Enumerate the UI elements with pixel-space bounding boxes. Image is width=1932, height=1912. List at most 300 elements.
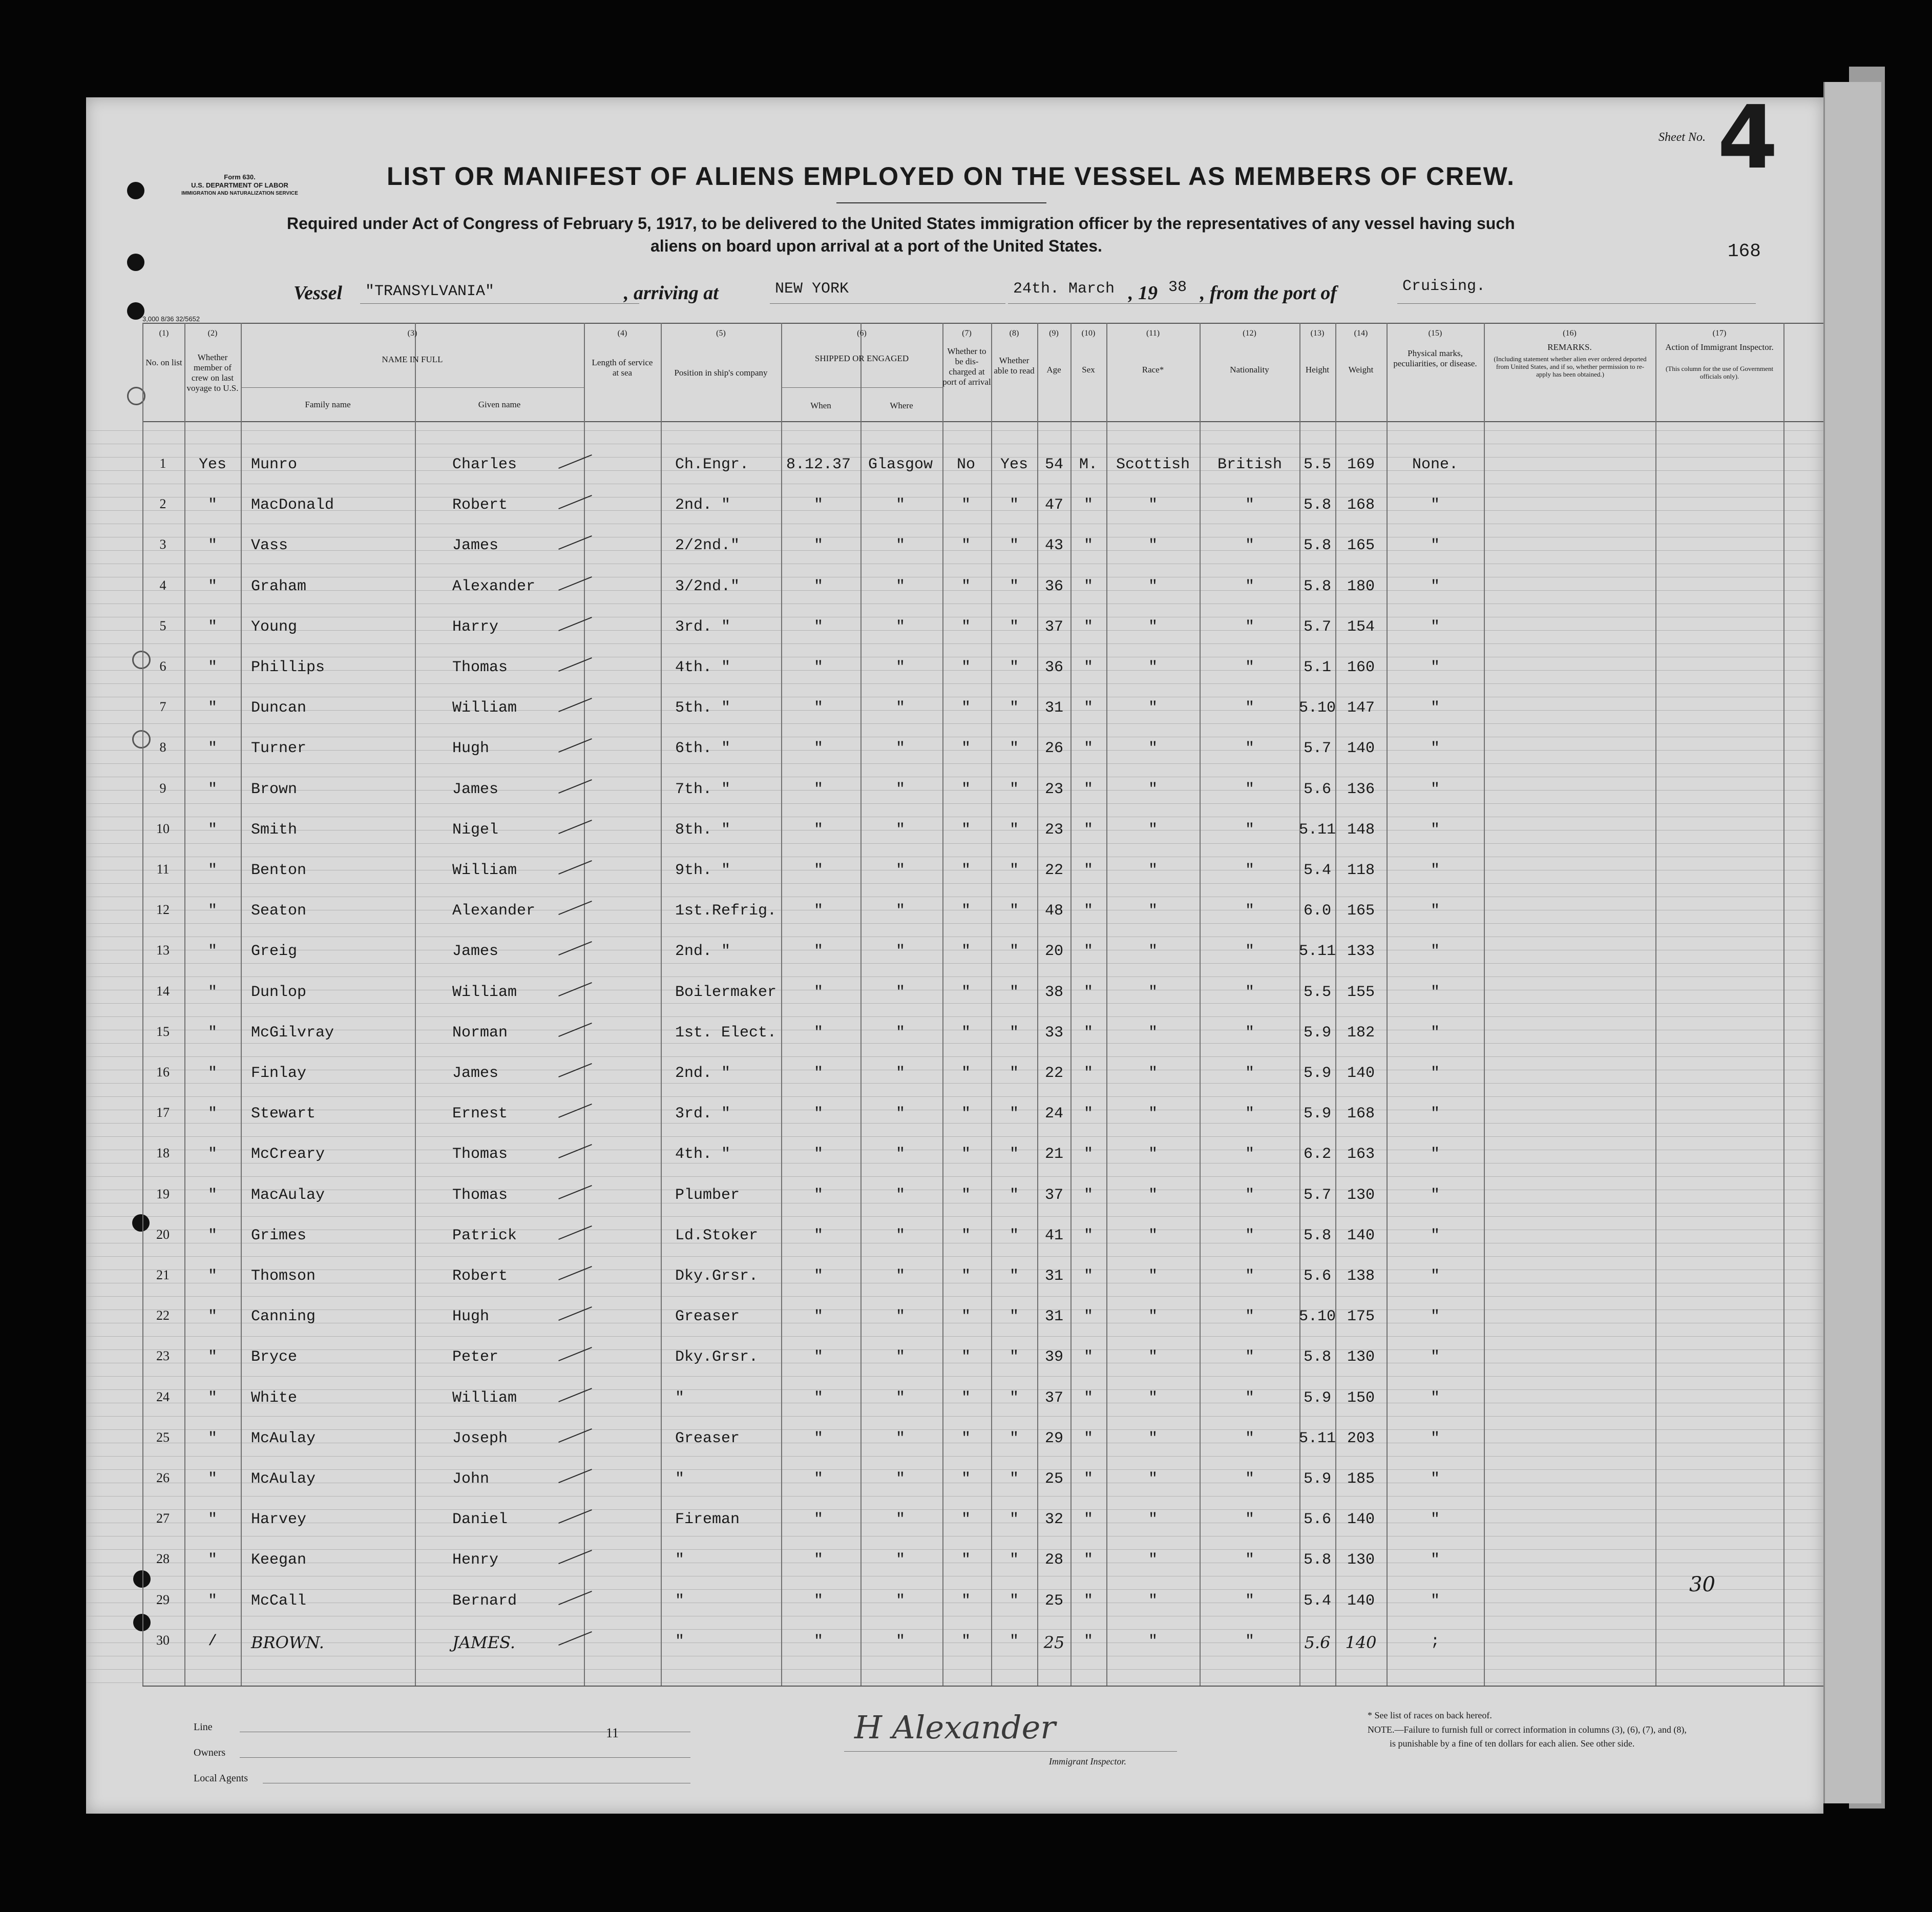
where-cell: " [895,1470,905,1488]
weight-cell: 136 [1347,780,1375,798]
physical-cell: " [1430,1592,1440,1610]
given-name-cell: Peter [452,1348,499,1366]
department: U.S. DEPARTMENT OF LABOR [191,181,288,189]
when-cell: " [813,983,823,1001]
col-num: (2) [207,329,218,338]
physical-cell: " [1430,821,1440,839]
discharged-cell: " [961,1389,971,1407]
physical-cell: " [1430,1511,1440,1529]
able-read-cell: " [1009,821,1019,839]
footer-note-fine-cont: is punishable by a fine of ten dollars for each alien. See other side. [1390,1738,1635,1749]
age-cell: 26 [1044,740,1063,758]
age-cell: 43 [1044,537,1063,555]
height-cell: 5.6 [1303,780,1331,798]
race-cell: " [1148,1592,1158,1610]
nationality-cell: " [1245,1024,1254,1042]
discharged-cell: " [961,821,971,839]
height-cell: 5.9 [1303,1105,1331,1123]
row-number: 23 [156,1348,170,1364]
race-cell: " [1148,659,1158,676]
sex-cell: " [1083,943,1093,961]
row-number: 7 [159,699,166,715]
given-name-cell: Hugh [452,740,490,758]
discharged-cell: " [961,1592,971,1610]
age-cell: 31 [1044,699,1063,717]
family-name-cell: BROWN. [251,1632,324,1652]
check-mark [558,1469,592,1483]
nationality-cell: " [1245,1146,1254,1163]
col-length-service: Length of service at sea [592,358,653,378]
height-cell: 5.7 [1303,1186,1331,1204]
when-cell: " [813,659,823,676]
service: IMMIGRATION AND NATURALIZATION SERVICE [181,191,298,196]
given-name-cell: JAMES. [452,1632,516,1652]
height-cell: 5.11 [1298,943,1336,961]
member-cell: " [207,1470,217,1488]
height-cell: 6.2 [1303,1146,1331,1163]
member-cell: " [207,943,217,961]
given-name-cell: Thomas [452,1186,508,1204]
discharged-cell: " [961,1429,971,1447]
family-name-cell: White [251,1389,298,1407]
given-name-cell: Daniel [452,1511,508,1529]
nationality-cell: " [1245,1267,1254,1285]
height-cell: 5.5 [1303,983,1331,1001]
ledger-line [86,963,1823,964]
race-cell: " [1148,1267,1158,1285]
height-cell: 5.7 [1303,618,1331,636]
row-number: 20 [156,1227,170,1242]
discharged-cell: " [961,1348,971,1366]
when-cell: " [813,780,823,798]
weight-cell: 140 [1347,1227,1375,1244]
col-age: Age [1046,365,1061,375]
punch-hole [133,1614,151,1631]
nationality-cell: " [1245,1592,1254,1610]
row-number: 1 [159,456,166,471]
able-read-cell: " [1009,740,1019,758]
footer-local-agents-label: Local Agents [194,1773,248,1784]
ledger-line [86,763,1823,764]
race-cell: " [1148,537,1158,555]
able-read-cell: " [1009,1227,1019,1244]
where-cell: " [895,1186,905,1204]
weight-cell: 182 [1347,1024,1375,1042]
member-cell: " [207,821,217,839]
title-underline [836,202,1046,203]
year-prefix: , 19 [1128,282,1158,304]
col-remarks: REMARKS. [1547,342,1592,352]
nationality-cell: " [1245,983,1254,1001]
member-cell: " [207,1186,217,1204]
row-number: 21 [156,1267,170,1282]
col-num: (1) [159,329,169,338]
nationality-cell: " [1245,1105,1254,1123]
ledger-line [86,1509,1823,1510]
row-number: 15 [156,1024,170,1039]
check-mark [558,1306,592,1321]
able-read-cell: " [1009,699,1019,717]
family-name-cell: Vass [251,537,288,555]
position-cell: 1st. Elect. [675,1024,777,1042]
weight-cell: 130 [1347,1551,1375,1569]
position-cell: " [675,1632,685,1650]
nationality-cell: " [1245,659,1254,676]
sex-cell: " [1083,740,1093,758]
race-cell: " [1148,902,1158,920]
vessel-label: Vessel [293,282,342,304]
nationality-cell: " [1245,1551,1254,1569]
when-cell: " [813,1511,823,1529]
col-num: (6) [857,329,867,338]
able-read-cell: " [1009,1511,1019,1529]
discharged-cell: " [961,1024,971,1042]
ledger-line [86,1216,1823,1217]
physical-cell: " [1430,537,1440,555]
discharged-cell: " [961,577,971,595]
age-cell: 22 [1044,1065,1063,1082]
given-name-cell: James [452,1065,499,1082]
physical-cell: " [1430,1105,1440,1123]
discharged-cell: " [961,943,971,961]
col-num: (3) [407,329,417,338]
height-cell: 5.4 [1303,862,1331,879]
weight-cell: 147 [1347,699,1375,717]
age-cell: 23 [1044,821,1063,839]
able-read-cell: " [1009,1065,1019,1082]
member-cell: " [207,577,217,595]
position-cell: " [675,1470,685,1488]
able-read-cell: " [1009,862,1019,879]
family-name-cell: Harvey [251,1511,307,1529]
sex-cell: " [1083,1024,1093,1042]
member-cell: " [207,1267,217,1285]
given-name-cell: Robert [452,496,508,514]
able-read-cell: " [1009,1267,1019,1285]
back-sheet-edge-inner [1823,82,1881,1803]
member-cell: " [207,1024,217,1042]
age-cell: 31 [1044,1308,1063,1326]
position-cell: Greaser [675,1308,740,1326]
ledger-line [86,1083,1823,1084]
physical-cell: " [1430,1024,1440,1042]
sex-cell: " [1083,618,1093,636]
row-number: 25 [156,1429,170,1445]
weight-cell: 163 [1347,1146,1375,1163]
sex-cell: " [1083,1065,1093,1082]
nationality-cell: " [1245,1065,1254,1082]
age-cell: 37 [1044,1389,1063,1407]
underline [240,1757,690,1758]
col-shipped: SHIPPED OR ENGAGED [814,354,909,363]
col-num: (11) [1146,329,1160,338]
sex-cell: " [1083,1551,1093,1569]
where-cell: " [895,1065,905,1082]
from-port: Cruising. [1402,278,1486,295]
ledger-line [86,1376,1823,1377]
col-num: (7) [962,329,972,338]
discharged-cell: " [961,1267,971,1285]
nationality-cell: " [1245,618,1254,636]
height-cell: 5.6 [1304,1632,1331,1652]
physical-cell: " [1430,1227,1440,1244]
margin-note: 30 [1689,1573,1715,1596]
member-cell: " [207,1105,217,1123]
sex-cell: " [1083,780,1093,798]
sex-cell: " [1083,1308,1093,1326]
race-cell: " [1148,983,1158,1001]
where-cell: " [895,943,905,961]
check-mark [558,860,592,875]
height-cell: 5.6 [1303,1511,1331,1529]
race-cell: " [1148,496,1158,514]
when-cell: " [813,1389,823,1407]
sex-cell: " [1083,821,1093,839]
position-cell: 4th. " [675,1146,731,1163]
given-name-cell: Alexander [452,577,536,595]
position-cell: Fireman [675,1511,740,1529]
member-cell: " [207,740,217,758]
sheet-label: Sheet No. [1658,131,1706,144]
member-cell: " [207,659,217,676]
row-number: 5 [159,618,166,633]
row-number: 2 [159,496,166,512]
member-cell: " [207,902,217,920]
family-name-cell: Stewart [251,1105,316,1123]
family-name-cell: Duncan [251,699,307,717]
sex-cell: " [1083,1429,1093,1447]
punch-hole [127,254,144,271]
age-cell: 33 [1044,1024,1063,1042]
when-cell: " [813,537,823,555]
given-name-cell: Nigel [452,821,499,839]
member-cell: " [207,537,217,555]
physical-cell: " [1430,1186,1440,1204]
member-cell: Yes [198,456,226,473]
row-number: 16 [156,1065,170,1079]
family-name-cell: Grimes [251,1227,307,1244]
ledger-line [86,1456,1823,1457]
where-cell: " [895,821,905,839]
col-num: (17) [1712,329,1727,338]
nationality-cell: " [1245,1227,1254,1244]
column-divider [584,323,585,1686]
discharged-cell: " [961,983,971,1001]
member-cell: " [207,618,217,636]
family-name-cell: McAulay [251,1470,316,1488]
discharged-cell: " [961,659,971,676]
ledger-line [86,643,1823,644]
row-number: 29 [156,1592,170,1607]
ledger-line [86,1682,1823,1683]
weight-cell: 130 [1347,1186,1375,1204]
age-cell: 24 [1044,1105,1063,1123]
discharged-cell: " [961,1146,971,1163]
age-cell: 37 [1044,1186,1063,1204]
position-cell: 9th. " [675,862,731,879]
physical-cell: " [1430,1065,1440,1082]
family-name-cell: Canning [251,1308,316,1326]
underline [360,303,639,304]
able-read-cell: " [1009,1429,1019,1447]
row-number: 9 [159,780,166,796]
weight-cell: 140 [1347,1511,1375,1529]
given-name-cell: Bernard [452,1592,517,1610]
family-name-cell: Finlay [251,1065,307,1082]
where-cell: " [895,1146,905,1163]
age-cell: 21 [1044,1146,1063,1163]
table-header-bottom [142,421,1823,422]
position-cell: Dky.Grsr. [675,1348,759,1366]
when-cell: " [813,1308,823,1326]
able-read-cell: " [1009,618,1019,636]
page-title: LIST OR MANIFEST OF ALIENS EMPLOYED ON THE VESSEL AS MEMBERS OF CREW. [387,162,1515,191]
row-number: 19 [156,1186,170,1201]
discharged-cell: No [956,456,975,473]
check-mark [558,576,592,591]
position-cell: 7th. " [675,780,731,798]
given-name-cell: Thomas [452,659,508,676]
weight-cell: 138 [1347,1267,1375,1285]
position-cell: Plumber [675,1186,740,1204]
weight-cell: 165 [1347,537,1375,555]
able-read-cell: Yes [1000,456,1028,473]
given-name-cell: Robert [452,1267,508,1285]
able-read-cell: " [1009,537,1019,555]
when-cell: " [813,1348,823,1366]
ledger-line [86,430,1823,431]
height-cell: 5.7 [1303,740,1331,758]
check-mark [558,1104,592,1118]
column-divider [1655,323,1656,1686]
subtitle-line1: Required under Act of Congress of February 5, 1917, to be delivered to the United States immigration officer by the representatives of any vessel having such [287,214,1515,233]
col-num: (4) [617,329,627,338]
able-read-cell: " [1009,1105,1019,1123]
check-mark [558,1144,592,1158]
physical-cell: " [1430,1348,1440,1366]
weight-cell: 185 [1347,1470,1375,1488]
race-cell: " [1148,1105,1158,1123]
row-number: 30 [156,1632,170,1648]
race-cell: " [1148,862,1158,879]
physical-cell: " [1430,983,1440,1001]
check-mark [558,1509,592,1524]
footer-note-races: * See list of races on back hereof. [1368,1710,1492,1720]
age-cell: 47 [1044,496,1063,514]
check-mark [558,982,592,996]
row-number: 22 [156,1308,170,1323]
age-cell: 41 [1044,1227,1063,1244]
age-cell: 25 [1043,1632,1065,1652]
where-cell: " [895,1227,905,1244]
col-physical: Physical marks, peculiarities, or disease. [1393,348,1477,368]
member-cell: " [207,862,217,879]
sex-cell: " [1083,1511,1093,1529]
race-cell: " [1148,1065,1158,1082]
discharged-cell: " [961,1551,971,1569]
member-cell: " [207,1511,217,1529]
age-cell: 38 [1044,983,1063,1001]
position-cell: " [675,1592,685,1610]
member-cell: " [207,983,217,1001]
family-name-cell: Dunlop [251,983,307,1001]
punch-hole [127,182,144,199]
race-cell: " [1148,1146,1158,1163]
when-cell: " [813,1267,823,1285]
height-cell: 5.9 [1303,1470,1331,1488]
when-cell: " [813,821,823,839]
shipped-subheader-line [781,387,942,388]
check-mark [558,1225,592,1240]
col-num: (8) [1009,329,1019,338]
col-able-read: Whether able to read [994,356,1035,376]
where-cell: " [895,537,905,555]
age-cell: 28 [1044,1551,1063,1569]
col-action-note: (This column for the use of Government officials only). [1665,365,1774,380]
nationality-cell: " [1245,1348,1254,1366]
age-cell: 23 [1044,780,1063,798]
discharged-cell: " [961,496,971,514]
position-cell: 8th. " [675,821,731,839]
able-read-cell: " [1009,577,1019,595]
nationality-cell: " [1245,537,1254,555]
row-number: 8 [159,740,166,755]
height-cell: 5.10 [1298,699,1336,717]
member-cell: " [207,1065,217,1082]
nationality-cell: " [1245,496,1254,514]
physical-cell: " [1430,1551,1440,1569]
position-cell: 2nd. " [675,943,731,961]
weight-cell: 140 [1347,1592,1375,1610]
when-cell: " [813,1429,823,1447]
family-name-cell: Munro [251,456,298,473]
able-read-cell: " [1009,943,1019,961]
race-cell: Scottish [1116,456,1190,473]
nationality-cell: " [1245,1511,1254,1529]
check-mark [558,617,592,631]
row-number: 14 [156,983,170,999]
family-name-cell: Smith [251,821,298,839]
family-name-cell: Bryce [251,1348,298,1366]
discharged-cell: " [961,780,971,798]
discharged-cell: " [961,1511,971,1529]
weight-cell: 203 [1347,1429,1375,1447]
sex-cell: " [1083,537,1093,555]
nationality-cell: " [1245,699,1254,717]
col-num: (14) [1354,329,1368,338]
able-read-cell: " [1009,1186,1019,1204]
weight-cell: 154 [1347,618,1375,636]
when-cell: " [813,1105,823,1123]
col-weight: Weight [1348,365,1374,375]
height-cell: 5.8 [1303,577,1331,595]
height-cell: 5.8 [1303,1348,1331,1366]
weight-cell: 165 [1347,902,1375,920]
race-cell: " [1148,1308,1158,1326]
sex-cell: " [1083,1632,1093,1650]
weight-cell: 168 [1347,496,1375,514]
race-cell: " [1148,1551,1158,1569]
given-name-cell: Joseph [452,1429,508,1447]
sex-cell: " [1083,1267,1093,1285]
where-cell: " [895,618,905,636]
where-cell: " [895,1024,905,1042]
family-name-cell: McCreary [251,1146,325,1163]
physical-cell: " [1430,496,1440,514]
when-cell: " [813,902,823,920]
check-mark [558,901,592,915]
row-number: 12 [156,902,170,918]
